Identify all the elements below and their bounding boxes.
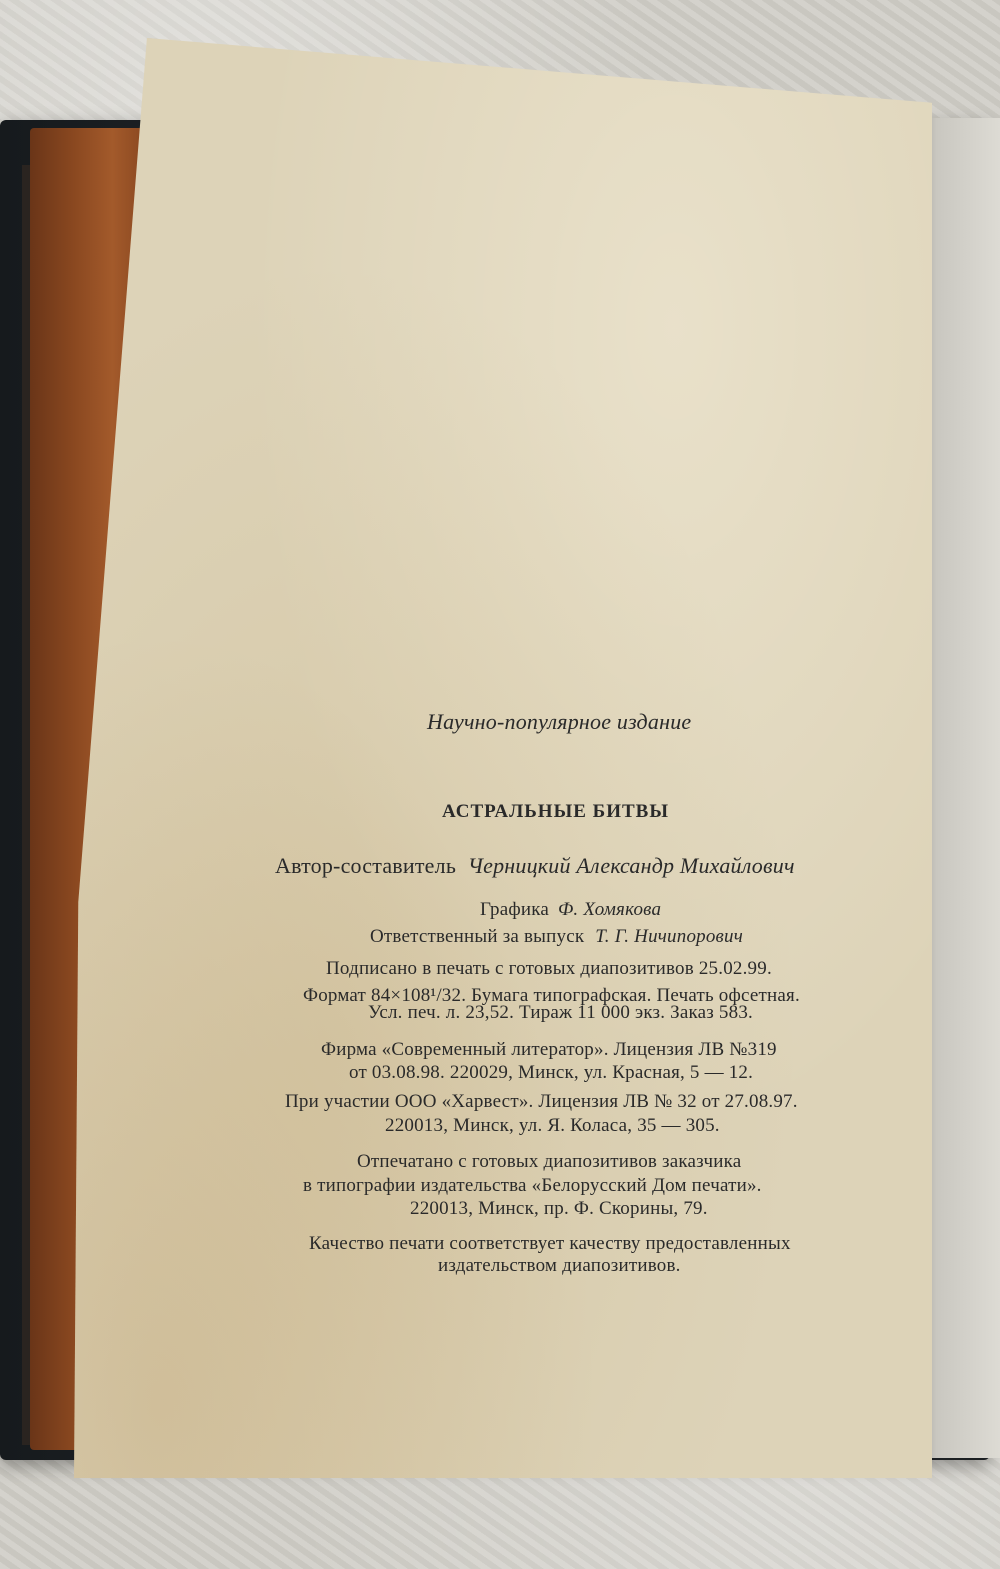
format-line: Формат 84×108¹/32. Бумага типографская. Печать офсетная. [303,985,800,1006]
graphics-line [480,899,661,921]
firm-line-1: Фирма «Современный литератор». Лицензия ЛВ №319 [321,1039,777,1060]
printed-line-1: Отпечатано с готовых диапозитивов заказчика [357,1151,742,1172]
graphics-name: Ф. Хомякова [557,899,662,920]
editor-line [370,926,743,948]
edition-type: Научно-популярное издание [427,709,692,734]
harvest-line-1: При участии ООО «Харвест». Лицензия ЛВ № 32 от 27.08.97. [285,1091,798,1112]
printed-line-2: в типографии издательства «Белорусский Дом печати». [303,1175,762,1196]
print-run-line: Усл. печ. л. 23,52. Тираж 11 000 экз. Заказ 583. [368,1002,753,1023]
author-name: Черницкий Александр Михайлович [467,853,795,878]
quality-line-1: Качество печати соответствует качеству предоставленных [309,1233,791,1254]
signed-to-print: Подписано в печать с готовых диапозитивов 25.02.99. [326,958,772,979]
harvest-line-2: 220013, Минск, ул. Я. Коласа, 35 — 305. [385,1115,720,1136]
graphics-label: Графика [480,899,549,920]
firm-line-2: от 03.08.98. 220029, Минск, ул. Красная, 5 — 12. [349,1062,754,1083]
author-line [275,853,795,879]
author-label: Автор-составитель [275,853,457,878]
editor-name: Т. Г. Ничипорович [595,926,743,947]
quality-line-2: издательством диапозитивов. [438,1255,681,1276]
book-title: АСТРАЛЬНЫЕ БИТВЫ [442,801,669,822]
editor-label: Ответственный за выпуск [370,926,585,947]
printed-line-3: 220013, Минск, пр. Ф. Скорины, 79. [410,1198,708,1219]
